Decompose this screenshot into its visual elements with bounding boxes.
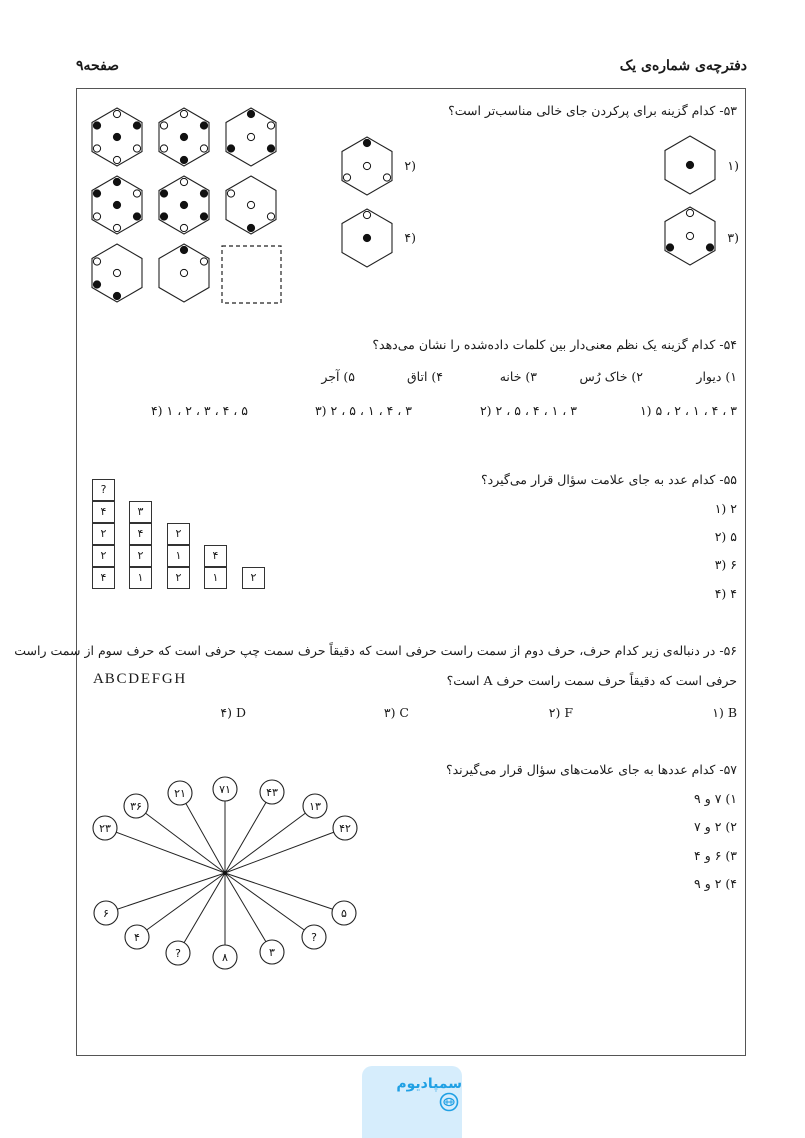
empty-dot	[200, 145, 207, 152]
brand-logo	[370, 1076, 462, 1112]
q54-word-3: ۳) خانه	[499, 369, 537, 384]
wheel-node-top-4	[213, 777, 237, 801]
grid-hexagon-8	[159, 244, 209, 302]
empty-dot	[383, 174, 390, 181]
empty-dot	[227, 190, 234, 197]
number-box: ۴	[129, 523, 152, 545]
filled-dot	[363, 234, 370, 241]
grid-hexagon-1	[92, 108, 142, 166]
grid-hexagon-4	[92, 176, 142, 234]
filled-dot	[363, 139, 370, 146]
filled-dot	[200, 213, 207, 220]
empty-dot	[133, 190, 140, 197]
wheel-number: ۳۶	[130, 800, 142, 813]
empty-dot	[160, 122, 167, 129]
spoke-line	[136, 806, 225, 873]
empty-dot	[686, 232, 693, 239]
empty-dot	[180, 110, 187, 117]
q53-option-4-label[interactable]: ۴)	[404, 230, 416, 245]
q57-wheel-diagram	[85, 770, 370, 975]
number-box: ۱	[129, 567, 152, 589]
filled-dot	[93, 190, 100, 197]
empty-dot	[93, 145, 100, 152]
filled-dot	[160, 190, 167, 197]
empty-dot	[160, 145, 167, 152]
q56-question-line-2: حرفی است که دقیقاً حرف سمت راست حرف A است؟	[446, 673, 737, 688]
q54-word-4: ۴) اتاق	[406, 369, 443, 384]
q56-option-3[interactable]: ۳) C	[383, 705, 409, 720]
q57-option-2[interactable]: ۲) ۲ و ۷	[694, 819, 737, 834]
grid-hexagon-3	[226, 108, 276, 166]
number-box: ۲	[167, 567, 190, 589]
q55-option-1[interactable]: ۱) ۲	[714, 501, 737, 516]
q56-option-4[interactable]: ۴) D	[220, 705, 246, 720]
number-box: ۲	[92, 545, 115, 567]
filled-dot	[133, 213, 140, 220]
q57-option-4[interactable]: ۴) ۲ و ۹	[694, 876, 737, 891]
spoke-line	[137, 873, 225, 937]
filled-dot	[180, 156, 187, 163]
number-box: ۲	[129, 545, 152, 567]
spoke-line	[225, 873, 314, 937]
spoke-line	[225, 828, 345, 873]
filled-dot	[686, 161, 693, 168]
q54-option-1[interactable]: ۱) ۵ ، ۲ ، ۱ ، ۴ ، ۳	[639, 403, 737, 418]
filled-dot	[93, 122, 100, 129]
q54-option-3[interactable]: ۳) ۲ ، ۵ ، ۱ ، ۴ ، ۳	[314, 403, 412, 418]
wheel-number: ۶	[103, 907, 109, 920]
number-box: ۲	[167, 523, 190, 545]
wheel-node-bottom-6	[302, 925, 326, 949]
q53-option-1-label[interactable]: ۱)	[727, 158, 739, 173]
empty-dot	[686, 209, 693, 216]
grid-hexagon-2	[159, 108, 209, 166]
number-box: ۴	[92, 567, 115, 589]
wheel-number: ۵	[341, 907, 347, 920]
q54-option-2[interactable]: ۲) ۲ ، ۵ ، ۴ ، ۱ ، ۳	[479, 403, 577, 418]
filled-dot	[200, 190, 207, 197]
spoke-line	[178, 873, 225, 953]
q55-option-4[interactable]: ۴) ۴	[714, 586, 737, 601]
q57-option-1[interactable]: ۱) ۷ و ۹	[694, 791, 737, 806]
spoke-line	[105, 828, 225, 873]
q56-option-1[interactable]: ۱) B	[712, 705, 737, 720]
q53-question: ۵۳- کدام گزینه برای پرکردن جای خالی مناسب‌تر است؟	[448, 103, 737, 118]
empty-dot	[113, 269, 120, 276]
q54-option-4[interactable]: ۴) ۱ ، ۲ ، ۳ ، ۴ ، ۵	[150, 403, 248, 418]
empty-dot	[113, 156, 120, 163]
wheel-number: ۴۳	[266, 786, 278, 799]
q54-word-2: ۲) خاک رُس	[579, 369, 643, 384]
wheel-node-top-3	[168, 781, 192, 805]
wheel-number: ۴	[134, 931, 140, 944]
wheel-number: ۱۳	[309, 800, 321, 813]
wheel-node-bottom-1	[94, 901, 118, 925]
q54-question: ۵۴- کدام گزینه یک نظم معنی‌دار بین کلمات داده‌شده را نشان می‌دهد؟	[372, 337, 737, 352]
empty-dot	[93, 258, 100, 265]
q56-question-line-1: ۵۶- در دنباله‌ی زیر کدام حرف، حرف دوم از سمت راست حرفی است که دقیقاً حرف سمت چپ حرفی است که حرف سوم از سمت راست	[14, 643, 737, 658]
wheel-number: ۲۱	[174, 787, 186, 800]
empty-dot	[343, 174, 350, 181]
empty-dot	[267, 122, 274, 129]
number-box: ?	[92, 479, 115, 501]
spoke-line	[225, 792, 272, 873]
wheel-node-bottom-7	[332, 901, 356, 925]
wheel-center	[223, 871, 227, 875]
spoke-line	[106, 873, 225, 913]
missing-cell-placeholder	[222, 246, 281, 303]
wheel-node-bottom-5	[260, 940, 284, 964]
empty-dot	[113, 224, 120, 231]
wheel-number: ۴۲	[339, 822, 351, 835]
empty-dot	[93, 213, 100, 220]
q53-option-3-label[interactable]: ۳)	[727, 230, 739, 245]
filled-dot	[113, 133, 120, 140]
number-box: ۲	[92, 523, 115, 545]
q56-letter-sequence: A B C D E F G H	[93, 671, 186, 687]
number-box: ۳	[129, 501, 152, 523]
empty-dot	[247, 133, 254, 140]
filled-dot	[227, 145, 234, 152]
empty-dot	[267, 213, 274, 220]
wheel-number: ?	[311, 931, 317, 944]
q57-question: ۵۷- کدام عددها به جای علامت‌های سؤال قرار می‌گیرند؟	[445, 762, 737, 777]
empty-dot	[180, 178, 187, 185]
spoke-line	[225, 873, 272, 952]
filled-dot	[247, 224, 254, 231]
wheel-node-top-5	[260, 780, 284, 804]
spoke-line	[225, 873, 344, 913]
empty-dot	[180, 269, 187, 276]
brand-name: سمپادیوم	[396, 1076, 462, 1092]
wheel-number: ۸	[222, 951, 228, 964]
q57-option-3[interactable]: ۳) ۶ و ۴	[694, 848, 737, 863]
filled-dot	[706, 244, 713, 251]
empty-dot	[180, 224, 187, 231]
number-box: ۱	[167, 545, 190, 567]
q53-option-2-label[interactable]: ۲)	[404, 158, 416, 173]
empty-dot	[247, 201, 254, 208]
filled-dot	[180, 201, 187, 208]
q55-number-columns	[92, 477, 272, 589]
wheel-node-top-1	[93, 816, 117, 840]
filled-dot	[666, 244, 673, 251]
grid-hexagon-6	[226, 176, 276, 234]
wheel-number: ?	[175, 947, 181, 960]
spoke-line	[225, 806, 315, 873]
empty-dot	[363, 211, 370, 218]
option-1-hexagon	[665, 136, 715, 194]
filled-dot	[247, 110, 254, 117]
empty-dot	[113, 110, 120, 117]
wheel-node-top-6	[303, 794, 327, 818]
spoke-line	[180, 793, 225, 873]
q55-option-3[interactable]: ۳) ۶	[714, 557, 737, 572]
q54-word-1: ۱) دیوار	[696, 369, 737, 384]
brain-icon	[439, 1092, 459, 1112]
filled-dot	[267, 145, 274, 152]
option-3-hexagon	[665, 207, 715, 265]
filled-dot	[93, 281, 100, 288]
q55-question: ۵۵- کدام عدد به جای علامت سؤال قرار می‌گیرد؟	[481, 472, 737, 487]
option-2-hexagon	[342, 137, 392, 195]
wheel-node-top-7	[333, 816, 357, 840]
empty-dot	[133, 145, 140, 152]
empty-dot	[200, 258, 207, 265]
number-box: ۲	[242, 567, 265, 589]
wheel-node-top-2	[124, 794, 148, 818]
wheel-node-bottom-4	[213, 945, 237, 969]
wheel-number: ۲۳	[99, 822, 111, 835]
filled-dot	[160, 213, 167, 220]
page-number: صفحه۹	[76, 58, 120, 74]
filled-dot	[113, 201, 120, 208]
booklet-title: دفترچه‌ی شماره‌ی یک	[619, 58, 747, 74]
q55-option-2[interactable]: ۲) ۵	[714, 529, 737, 544]
number-box: ۴	[204, 545, 227, 567]
q56-option-2[interactable]: ۲) F	[548, 705, 573, 720]
wheel-node-bottom-3	[166, 941, 190, 965]
filled-dot	[180, 133, 187, 140]
filled-dot	[113, 178, 120, 185]
number-box: ۱	[204, 567, 227, 589]
filled-dot	[113, 292, 120, 299]
empty-dot	[363, 162, 370, 169]
option-4-hexagon	[342, 209, 392, 267]
filled-dot	[180, 246, 187, 253]
brand-logo-tab	[362, 1066, 462, 1138]
grid-hexagon-7	[92, 244, 142, 302]
number-box: ۴	[92, 501, 115, 523]
q53-figure	[80, 95, 750, 315]
filled-dot	[200, 122, 207, 129]
grid-hexagon-5	[159, 176, 209, 234]
wheel-node-bottom-2	[125, 925, 149, 949]
filled-dot	[133, 122, 140, 129]
q54-word-5: ۵) آجر	[321, 369, 355, 384]
wheel-number: ۷۱	[219, 783, 231, 796]
wheel-number: ۳	[269, 946, 275, 959]
